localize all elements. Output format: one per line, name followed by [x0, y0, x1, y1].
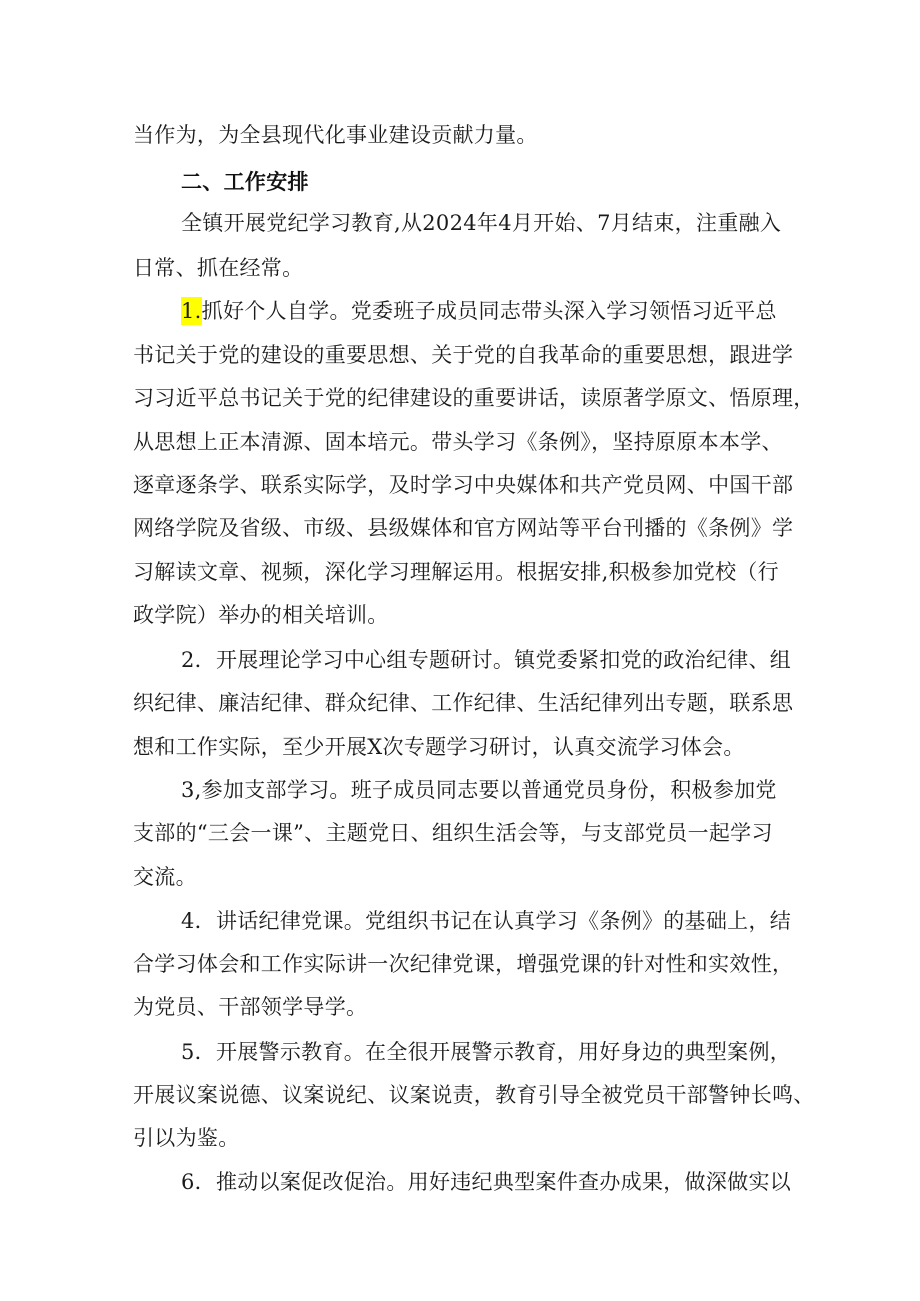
section-heading: 二、工作安排 [181, 170, 309, 194]
list-item-6-first-line: 6．推动以案促改促治。用好违纪典型案件查办成果，做深做实以 [181, 1170, 792, 1194]
list-item-4-first-line: 4．讲话纪律党课。党组织书记在认真学习《条例》的基础上，结 [181, 909, 792, 933]
list-item-2-first-line: 2．开展理论学习中心组专题研讨。镇党委紧扣党的政治纪律、组 [181, 648, 792, 672]
paragraph-line: 政学院）举办的相关培训。 [133, 603, 389, 627]
paragraph-line: 开展议案说德、议案说纪、议案说责，教育引导全被党员干部警钟长鸣、 [133, 1083, 815, 1107]
paragraph-line: 习解读文章、视频，深化学习理解运用。根据安排,积极参加党校（行 [133, 560, 779, 584]
paragraph-line: 织纪律、廉洁纪律、群众纪律、工作纪律、生活纪律列出专题，联系思 [133, 691, 794, 715]
paragraph-text: 抓好个人自学。党委班子成员同志带头深入学习领悟习近平总 [201, 299, 777, 323]
paragraph-line: 合学习体会和工作实际讲一次纪律党课，增强党课的针对性和实效性， [133, 952, 794, 976]
list-item-1-first-line [181, 296, 777, 326]
paragraph-line: 书记关于党的建设的重要思想、关于党的自我革命的重要思想，跟进学 [133, 343, 794, 367]
paragraph-line: 想和工作实际，至少开展X次专题学习研讨，认真交流学习体会。 [133, 735, 745, 759]
paragraph-line: 引以为鉴。 [133, 1126, 240, 1150]
paragraph-line: 交流。 [133, 865, 197, 889]
paragraph-line: 从思想上正本清源、固本培元。带头学习《条例》，坚持原原本本学、 [133, 430, 783, 454]
paragraph-line: 网络学院及省级、市级、县级媒体和官方网站等平台刊播的《条例》学 [133, 516, 794, 540]
paragraph-line: 为党员、干部领学导学。 [133, 995, 368, 1019]
paragraph-line: 日常、抓在经常。 [133, 256, 304, 280]
paragraph-line: 当作为，为全县现代化事业建设贡献力量。 [133, 123, 538, 147]
highlighted-item-number: 1. [181, 299, 202, 323]
paragraph-line: 全镇开展党纪学习教育,从2024年4月开始、7月结束，注重融入 [181, 211, 782, 235]
paragraph-line: 逐章逐条学、联系实际学，及时学习中央媒体和共产党员网、中国干部 [133, 473, 794, 497]
paragraph-line: 习习近平总书记关于党的纪律建设的重要讲话，读原著学原文、悟原理， [133, 386, 815, 410]
list-item-3-first-line: 3,参加支部学习。班子成员同志要以普通党员身份，积极参加党 [181, 778, 777, 802]
list-item-5-first-line: 5．开展警示教育。在全很开展警示教育，用好身边的典型案例， [181, 1040, 792, 1064]
paragraph-line: 支部的“三会一课”、主题党日、组织生活会等，与支部党员一起学习 [133, 821, 773, 845]
